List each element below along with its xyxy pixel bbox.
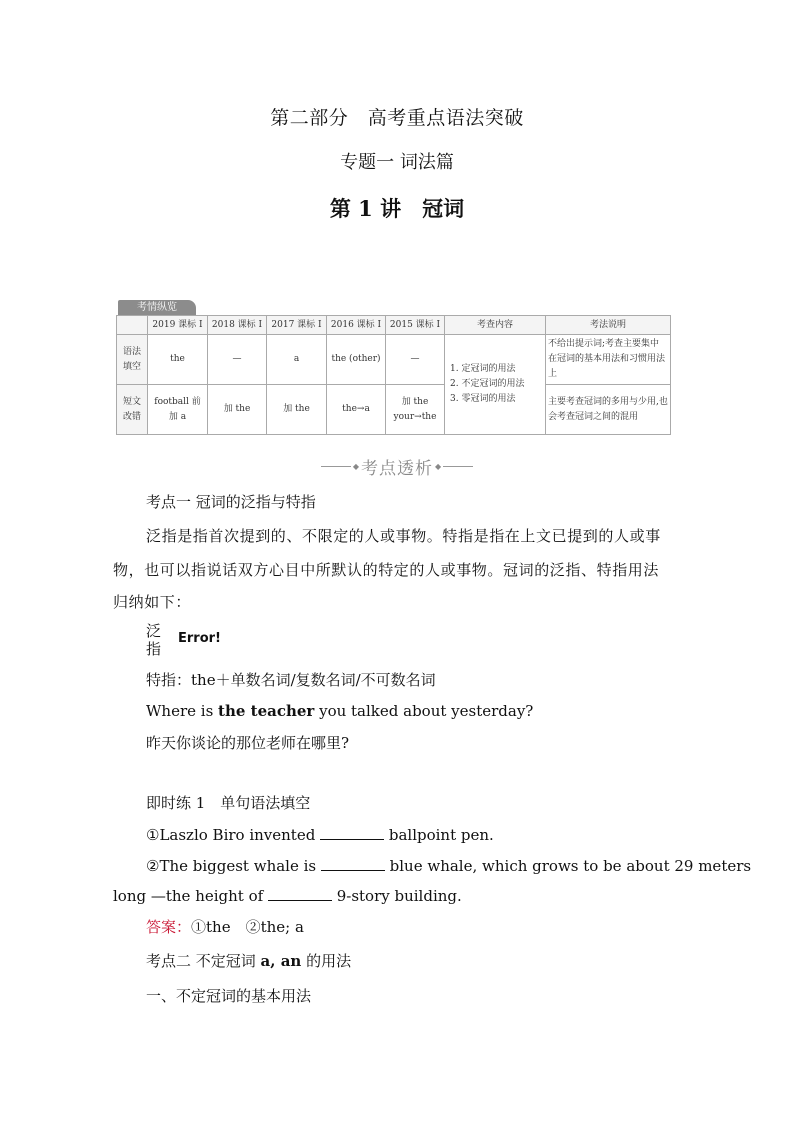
point-two-text: 考点二 不定冠词: [146, 952, 261, 970]
table-cell: —: [208, 335, 267, 385]
table-cell: football 前加 a: [148, 385, 208, 435]
column-header: 2017 课标 Ⅰ: [267, 316, 327, 335]
example-highlight: the teacher: [218, 702, 315, 720]
answer-text: ①the ②the; a: [191, 918, 304, 936]
answer-blank: [268, 886, 332, 901]
table-cell: 加 the: [208, 385, 267, 435]
answer-line: [146, 917, 304, 937]
part-title: 第二部分 高考重点语法突破: [270, 107, 524, 129]
divider-line: [321, 466, 351, 467]
table-cell: a: [267, 335, 327, 385]
table-row: [117, 335, 671, 385]
table-cell: the (other): [327, 335, 386, 385]
point-one-title: 考点一 冠词的泛指与特指: [146, 493, 316, 511]
divider-line: [443, 466, 473, 467]
answer-blank: [320, 825, 384, 840]
method-note: 不给出提示词;考查主要集中在冠词的基本用法和习惯用法上: [546, 335, 671, 385]
example-sentence: [146, 701, 533, 721]
column-header: 考法说明: [546, 316, 671, 335]
subsection-title: 一、不定冠词的基本用法: [146, 987, 312, 1005]
point-two-articles: a, an: [260, 952, 302, 970]
divider-dot-icon: ◆: [435, 461, 442, 471]
table-cell: —: [386, 335, 445, 385]
table-header-row: [117, 316, 671, 335]
column-header: 2016 课标 Ⅰ: [327, 316, 386, 335]
exam-content-cell: [445, 335, 546, 435]
table-cell: the: [148, 335, 208, 385]
point-two-title: [146, 951, 351, 971]
answer-blank: [321, 856, 385, 871]
example-translation: 昨天你谈论的那位老师在哪里?: [146, 734, 350, 752]
question-text: ballpoint pen.: [384, 826, 494, 844]
table-cell: the→a: [327, 385, 386, 435]
topic-title: 专题一 词法篇: [340, 152, 454, 173]
column-header: 2018 课标 Ⅰ: [208, 316, 267, 335]
column-header: [117, 316, 148, 335]
paragraph-line: 归纳如下：: [113, 593, 192, 611]
overview-tag: 考情纵览: [118, 300, 196, 315]
overview-grid: [116, 315, 671, 435]
question-1: [146, 825, 494, 845]
row-label: 语法填空: [117, 335, 148, 385]
exercise-title: 即时练 1 单句语法填空: [146, 794, 311, 812]
row-label: 短文改错: [117, 385, 148, 435]
lesson-title: 第 1 讲 冠词: [329, 196, 465, 221]
column-header: 2019 课标 Ⅰ: [148, 316, 208, 335]
example-text: you talked about yesterday?: [314, 702, 534, 720]
column-header: 考查内容: [445, 316, 546, 335]
paragraph-line: 物，也可以指说话双方心目中所默认的特定的人或事物。冠词的泛指、特指用法: [113, 561, 660, 579]
table-cell: 加 the your→the: [386, 385, 445, 435]
question-text: ①Laszlo Biro invented: [146, 826, 321, 844]
question-text: long —the height of: [113, 887, 268, 905]
divider-dot-icon: ◆: [352, 461, 359, 471]
point-two-text: 的用法: [301, 952, 352, 970]
table-row: [117, 385, 671, 435]
section-divider: [310, 455, 484, 477]
paragraph-line: 泛指是指首次提到的、不限定的人或事物。特指是指在上文已提到的人或事: [146, 527, 661, 545]
question-text: ②The biggest whale is: [146, 857, 321, 875]
section-divider-label: 考点透析: [361, 458, 433, 479]
question-2-continued: [113, 886, 462, 906]
answer-label: 答案：: [146, 918, 192, 936]
specific-reference-rule: 特指：the＋单数名词/复数名词/不可数名词: [146, 671, 436, 689]
method-note: 主要考查冠词的多用与少用,也会考查冠词之间的混用: [546, 385, 671, 435]
question-text: 9-story building.: [331, 887, 462, 905]
example-text: Where is: [146, 702, 219, 720]
question-text: blue whale, which grows to be about 29 meters: [384, 857, 752, 875]
content-item: 1. 定冠词的用法: [450, 364, 516, 374]
general-reference-label: 泛指: [146, 622, 162, 658]
content-item: 3. 零冠词的用法: [450, 394, 516, 404]
table-cell: 加 the: [267, 385, 327, 435]
exam-overview-table: [116, 300, 670, 435]
error-placeholder: Error!: [178, 631, 221, 646]
column-header: 2015 课标 Ⅰ: [386, 316, 445, 335]
question-2: [146, 856, 751, 876]
content-item: 2. 不定冠词的用法: [450, 379, 525, 389]
